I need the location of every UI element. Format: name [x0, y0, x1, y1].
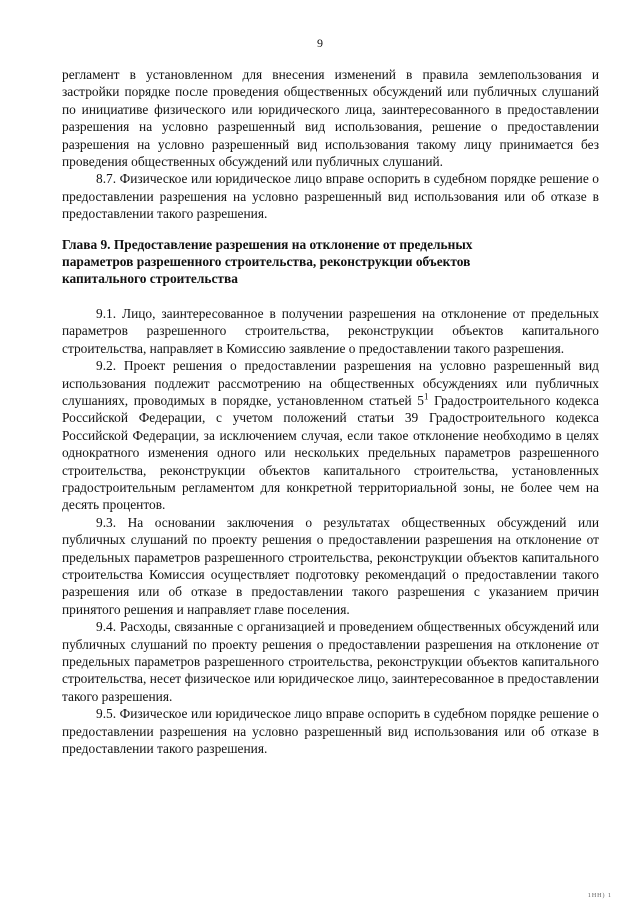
superscript-article-index: 1 — [424, 391, 429, 402]
paragraph-9-2-text-cont: Градостроительного кодекса Российской Федерации, с учетом положений статьи 39 Градостроительного кодекса Российской Федерации, за исключением случая, если такое отклонение необходимо в целях однократного изменения одного или нескольких предельных параметров разрешенного строительства, реконструкции объектов капитального строительства, установленных градостроительным регламентом для конкретной территориальной зоны, не более чем на десять процентов. — [62, 392, 599, 513]
page-number: 9 — [317, 36, 323, 50]
paragraph-9-2-text: 9.2. Проект решения о предоставлении разрешения на условно разрешенный вид использования подлежит рассмотрению на общественных обсуждениях или публичных слушаниях, проводимых в порядке, установленном статьей 5 — [62, 358, 599, 408]
document-body — [62, 66, 599, 757]
chapter-heading-line: параметров разрешенного строительства, реконструкции объектов — [62, 254, 471, 270]
chapter-heading-line: капитального строительства — [62, 271, 238, 287]
paragraph-continuation: регламент в установленном для внесения изменений в правила землепользования и застройки порядке после проведения общественных обсуждений или публичных слушаний по инициативе физического или юридического лица, заинтересованного в предоставлении разрешения на условно разрешенный вид использования, решение о предоставлении разрешения на условно разрешенный вид использования такому лицу принимается без проведения общественных обсуждений или публичных слушаний. — [62, 67, 599, 170]
paragraph-9-5: 9.5. Физическое или юридическое лицо вправе оспорить в судебном порядке решение о предоставлении разрешения на условно разрешенный вид использования или об отказе в предоставлении такого разрешения. — [62, 706, 599, 757]
paragraph-9-1: 9.1. Лицо, заинтересованное в получении разрешения на отклонение от предельных параметров разрешенного строительства, реконструкции объектов капитального строительства, направляет в Комиссию заявление о предоставлении такого разрешения. — [62, 305, 599, 356]
chapter-heading — [62, 236, 599, 288]
paragraph-9-2 — [62, 357, 599, 514]
footer-mark: 1HH) 1 — [587, 893, 612, 899]
paragraph-9-3: 9.3. На основании заключения о результатах общественных обсуждений или публичных слушаний по проекту решения о предоставлении разрешения на отклонение от предельных параметров разрешенного строительства, реконструкции объектов капитального строительства Комиссия осуществляет подготовку рекомендаций о предоставлении такого разрешения или об отказе в предоставлении такого разрешения с указанием причин принятого решения и направляет главе поселения. — [62, 514, 599, 617]
chapter-heading-line: Глава 9. Предоставление разрешения на отклонение от предельных — [62, 236, 473, 252]
paragraph-8-7: 8.7. Физическое или юридическое лицо вправе оспорить в судебном порядке решение о предоставлении разрешения на условно разрешенный вид использования или об отказе в предоставлении такого разрешения. — [62, 171, 599, 222]
paragraph-9-4: 9.4. Расходы, связанные с организацией и проведением общественных обсуждений или публичных слушаний по проекту решения о предоставлении разрешения на отклонение от предельных параметров разрешенного строительства, реконструкции объектов капитального строительства, несет физическое или юридическое лицо, заинтересованное в предоставлении такого разрешения. — [62, 619, 599, 704]
